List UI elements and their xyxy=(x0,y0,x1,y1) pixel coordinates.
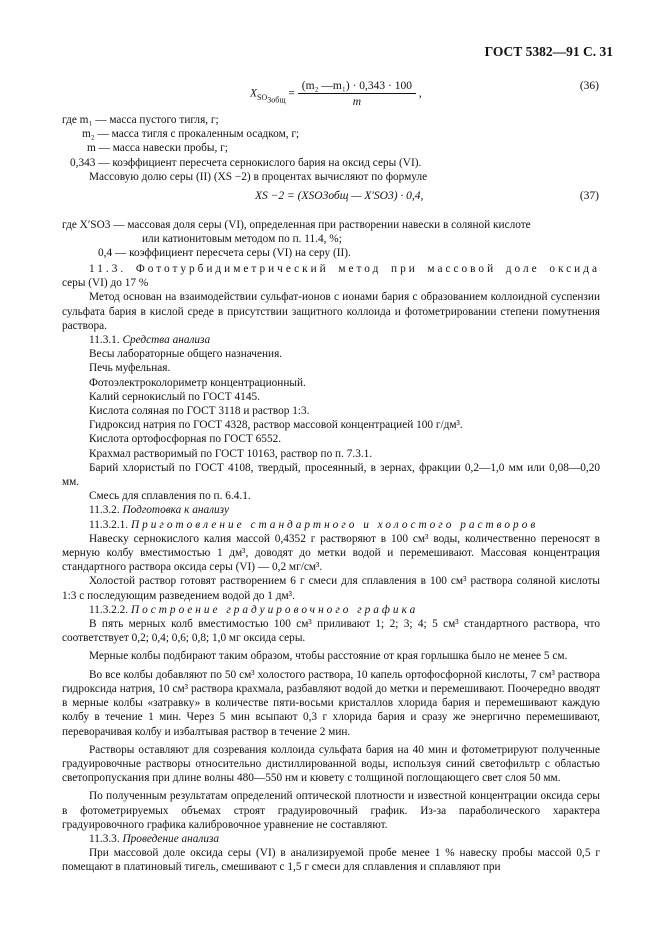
photometry-paragraph: Растворы оставляют для созревания коллоида сульфата бария на 40 мин и фотометрируют полученные градуировочные растворы относительно дистиллированной воды, используя синий светофильтр с областью светопропускания при длине волны 480—550 нм и кювету с толщиной поглощающего свет слоя 50 мм. xyxy=(62,743,600,785)
def-04: 0,4 — коэффициент пересчета серы (VI) на серу (II). xyxy=(98,247,351,260)
section-11-3-2 xyxy=(62,503,600,517)
section-11-3-2-2-num: 11.3.2.2. xyxy=(89,603,129,616)
section-11-3-3 xyxy=(62,832,600,846)
formula-36 xyxy=(250,80,422,108)
def-m: m — масса навески пробы, г; xyxy=(87,142,228,155)
section-11-3-2-1-title: Приготовление стандартного и холостого растворов xyxy=(130,518,539,531)
flask-selection-paragraph: Мерные колбы подбирают таким образом, чтобы расстояние от края горлышка было не менее 5 см. xyxy=(89,650,568,663)
section-11-3-1-title: Средства анализа xyxy=(122,334,211,347)
formula-36-comma: , xyxy=(418,87,422,100)
list-item: Крахмал растворимый по ГОСТ 10163, раствор по п. 7.3.1. xyxy=(89,447,373,460)
analysis-paragraph: При массовой доле оксида серы (VI) в анализируемой пробе менее 1 % навеску пробы массой 0,5 г помещают в платиновый тигель, смешивают с 1,5 г смеси для сплавления и сплавляют при xyxy=(62,847,600,874)
list-item: Кислота соляная по ГОСТ 3118 и раствор 1:3. xyxy=(89,405,310,418)
formula-36-lhs: X xyxy=(250,87,258,100)
list-item: Фотоэлектроколориметр концентрационный. xyxy=(89,376,306,389)
formula-36-denominator: m xyxy=(352,96,362,108)
formula-36-numerator: (m₂ —m₁) · 0,343 · 100 xyxy=(298,80,416,94)
def-m2: m₂ — масса тигля с прокаленным осадком, г; xyxy=(82,128,300,141)
def-xso3-cont: или катионитовым методом по п. 11.4, %; xyxy=(142,233,342,246)
section-11-3-1-num: 11.3.1. xyxy=(89,334,120,347)
five-flasks-paragraph: В пять мерных колб вместимостью 100 см³ приливают 1; 2; 3; 4; 5 см³ стандартного раствора, что соответствует 0,2; 0,4; 0,6; 0,8; 1,0 мг оксида серы. xyxy=(62,618,600,645)
section-11-3-2-1 xyxy=(62,518,600,532)
list-item: Гидроксид натрия по ГОСТ 4328, раствор массовой концентрацией 100 г/дм³. xyxy=(89,419,463,432)
method-paragraph: Метод основан на взаимодействии сульфат-ионов с ионами бария с образованием коллоидной суспензии сульфата бария в кислой среде в присутствии защитного коллоида и фотометрировании степени помутнения раствора. xyxy=(62,291,600,332)
section-11-3-3-num: 11.3.3. xyxy=(89,832,120,845)
list-item: Печь муфельная. xyxy=(89,362,171,375)
list-item: Смесь для сплавления по п. 6.4.1. xyxy=(89,490,251,503)
definitions-1 xyxy=(62,113,600,184)
barium-chloride-item: Барий хлористый по ГОСТ 4108, твердый, просеянный, в зернах, фракции 0,2—1,0 мм или 0,08—0,20 мм. xyxy=(62,461,600,489)
section-11-3-2-num: 11.3.2. xyxy=(89,504,120,517)
page-header: ГОСТ 5382—91 С. 31 xyxy=(484,44,613,59)
formula-37: XS −2 = (XSO3общ — X′SO3) · 0,4, xyxy=(255,190,424,202)
formula-36-sub3: общ xyxy=(271,95,286,105)
section-11-3 xyxy=(62,262,600,875)
section-11-3-3-title: Проведение анализа xyxy=(122,832,220,845)
section-11-3-2-2-title: Построение градуировочного графика xyxy=(130,603,419,616)
formula-36-fraction xyxy=(298,80,416,108)
def-m1: где m₁ — масса пустого тигля, г; xyxy=(62,114,219,126)
formula-36-number: (36) xyxy=(579,80,599,92)
section-11-3-title-a: 11.3. Фототурбидиметрический метод при массовой доле оксида xyxy=(89,263,600,275)
list-item: Весы лабораторные общего назначения. xyxy=(89,348,283,361)
sulfur-ii-intro: Массовую долю серы (II) (XS −2) в процентах вычисляют по формуле xyxy=(89,170,428,183)
def-xso3: где X′SO3 — массовая доля серы (VI), определенная при растворении навески в соляной кислоте xyxy=(62,219,531,231)
definitions-2 xyxy=(62,218,600,261)
calibration-paragraph: По полученным результатам определений оптической плотности и известной концентрации оксида серы в фотометрируемых объемах строят градуировочный график. Из-за параболического характера градуировочного графика калибровочное уравнение не составляют. xyxy=(62,790,600,831)
section-11-3-1 xyxy=(62,333,600,347)
list-item: Кислота ортофосфорная по ГОСТ 6552. xyxy=(89,433,282,446)
formula-37-number: (37) xyxy=(579,190,599,202)
section-11-3-2-title: Подготовка к анализу xyxy=(122,504,230,517)
formula-36-sub2: 3 xyxy=(267,95,272,105)
def-0343: 0,343 — коэффициент пересчета сернокислого бария на оксид серы (VI). xyxy=(70,156,422,169)
formula-36-eq: = xyxy=(288,87,295,100)
list-item: Калий сернокислый по ГОСТ 4145. xyxy=(89,390,260,403)
section-11-3-2-2 xyxy=(62,603,600,617)
add-reagents-paragraph: Во все колбы добавляют по 50 см³ холостого раствора, 10 капель ортофосфорной кислоты, 7 см³ раствора гидроксида натрия, 10 см³ раствора крахмала, разбавляют водой до метки и перемешивают. Поочередно вводят в мерные колбы «затравку» в количестве пяти-восьми кристаллов хлорида бария и перемешивают каждую колбу в течение 1 мин. Через 5 мин всыпают 0,3 г хлорида бария и сразу же энергично перемешивают, переворачивая колбу и избалтывая раствор в течение 2 мин. xyxy=(62,668,600,738)
formula-36-sub: SO xyxy=(257,92,268,102)
standard-solution-paragraph: Навеску сернокислого калия массой 0,4352 г растворяют в 100 см³ воды, количественно переносят в мерную колбу вместимостью 1 дм³, доводят до метки водой и перемешивают. Массовая концентрация стандартного раствора оксида серы (VI) — 0,2 мг/см³. xyxy=(62,532,600,574)
section-11-3-2-1-num: 11.3.2.1. xyxy=(89,518,129,531)
section-11-3-title-b: серы (VI) до 17 % xyxy=(62,277,149,290)
blank-solution-paragraph: Холостой раствор готовят растворением 6 г смеси для сплавления в 100 см³ раствора соляной кислоты 1:3 с последующим разведением водой до 1 дм³. xyxy=(62,575,600,602)
